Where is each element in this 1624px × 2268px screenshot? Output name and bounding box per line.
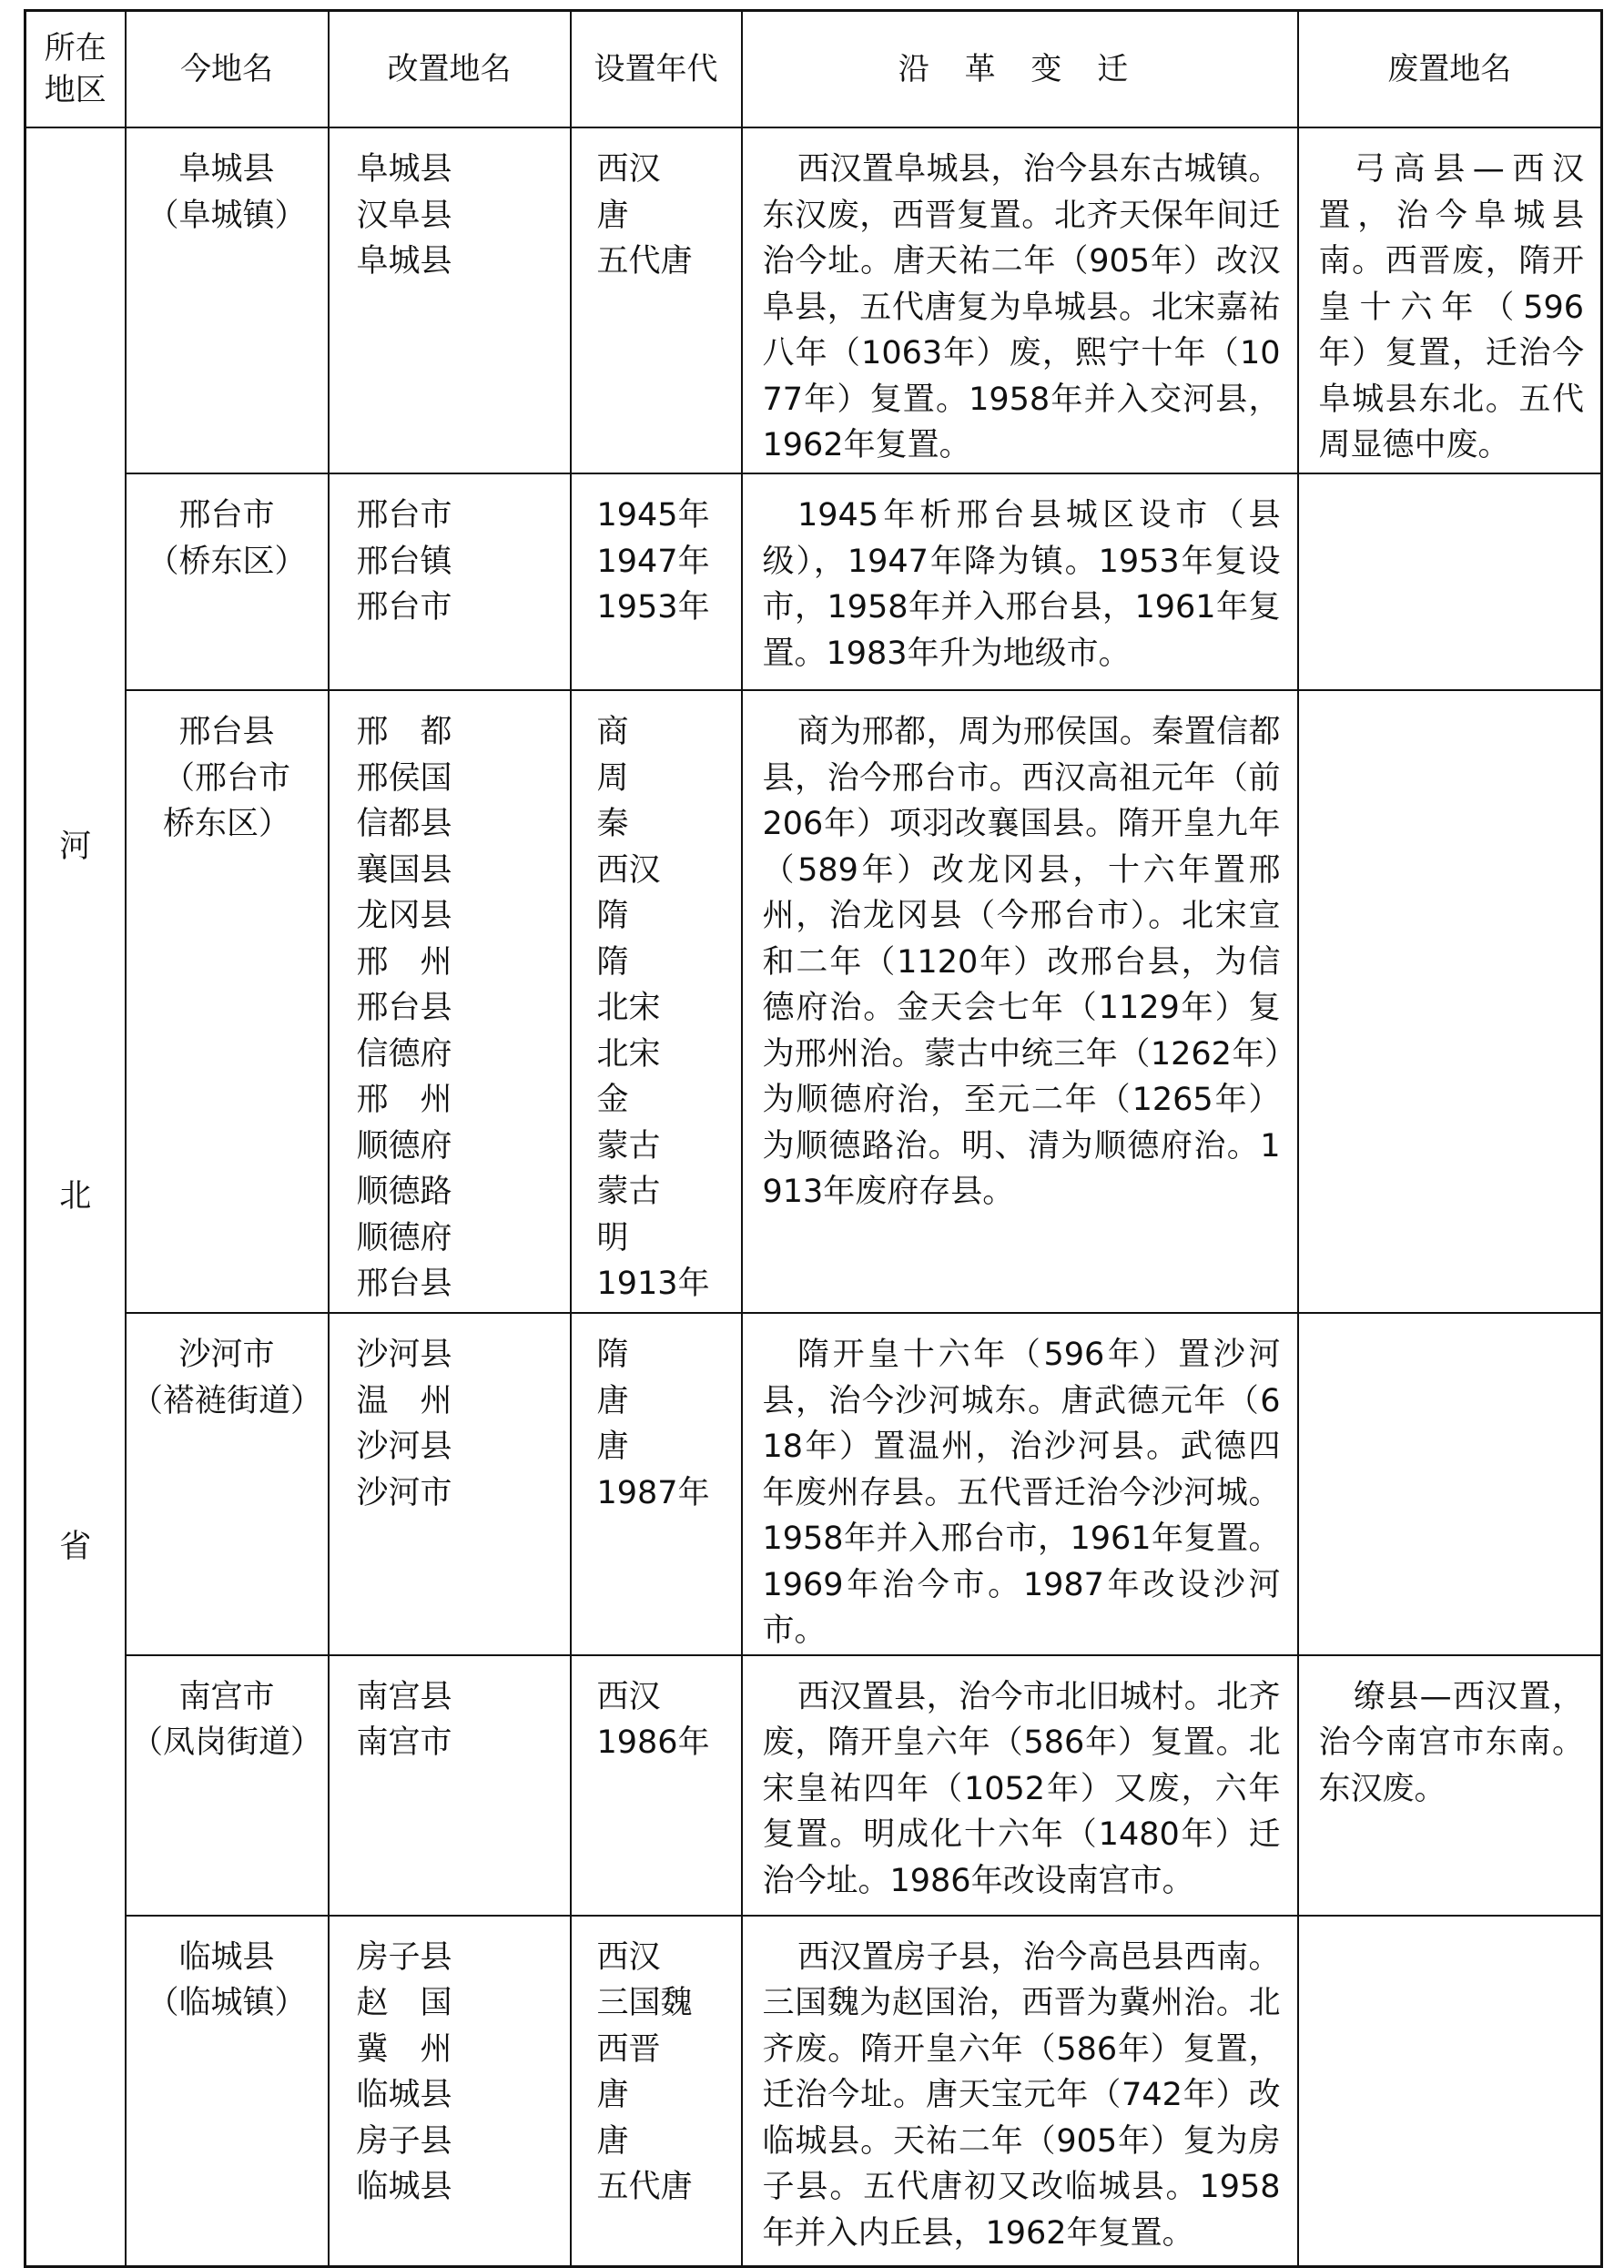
header-renamed: 改置地名 (329, 11, 571, 128)
history-text: 商为邢都，周为邢侯国。秦置信都县，治今邢台市。西汉高祖元年（前206年）项羽改襄国县。隋开皇九年（589年）改龙冈县，十六年置邢州，治龙冈县（今邢台市）。北宋宣和二年（1120年）改邢台县，为信德府治。金天会七年（1129年）复为邢州治。蒙古中统三年（1262年）为顺德府治，至元二年（1265年）为顺德路治。明、清为顺德府治。1913年废府存县。 (762, 714, 1281, 1210)
header-era: 设置年代 (571, 11, 742, 128)
renamed-item: 汉阜县 (356, 197, 452, 234)
renamed-item: 房子县 (356, 1938, 452, 1976)
table-row (25, 473, 1602, 690)
era-item: 金 (596, 1082, 629, 1118)
region-char: 河 (59, 828, 92, 865)
history-text: 1945年析邢台县城区设市（县级），1947年降为镇。1953年复设市，1958年并入邢台县，1961年复置。1983年升为地级市。 (762, 497, 1281, 672)
history-cell (742, 1916, 1298, 2267)
renamed-item: 南宫县 (356, 1678, 452, 1715)
renamed-item: 临城县 (356, 2077, 452, 2113)
era-item: 西汉 (596, 151, 661, 188)
history-cell (742, 127, 1298, 473)
place-name: 阜城县 (178, 151, 275, 188)
renamed-cell (329, 1655, 571, 1916)
renamed-item: 邢 都 (356, 714, 452, 750)
abolished-text: 弓高县—西汉置，治今阜城县南。西晋废，隋开皇十六年（596年）复置，迁治今阜城县东北。五代周显德中废。 (1318, 151, 1584, 463)
renamed-cell (329, 473, 571, 690)
history-text: 西汉置房子县，治今高邑县西南。三国魏为赵国治，西晋为冀州治。北齐废。隋开皇六年（586年）复置，迁治今址。唐天宝元年（742年）改临城县。天祐二年（905年）复为房子县。五代唐初又改临城县。1958年并入内丘县，1962年复置。 (762, 1938, 1281, 2252)
header-region (25, 11, 126, 128)
place-name: 南宫市 (178, 1678, 275, 1715)
current-name-cell (126, 690, 329, 1313)
era-item: 1913年 (596, 1266, 710, 1302)
renamed-item: 沙河县 (356, 1429, 452, 1465)
renamed-cell (329, 1916, 571, 2267)
era-item: 唐 (596, 1429, 629, 1465)
renamed-item: 龙冈县 (356, 898, 452, 934)
era-cell (571, 690, 742, 1313)
place-seat: （凤岗街道） (130, 1724, 322, 1761)
era-item: 周 (596, 759, 629, 797)
era-item: 五代唐 (596, 2169, 693, 2205)
region-char: 省 (59, 1529, 92, 1565)
era-cell (571, 1916, 742, 2267)
era-item: 唐 (596, 2077, 629, 2113)
renamed-cell (329, 127, 571, 473)
header-current-name: 今地名 (126, 11, 329, 128)
era-cell (571, 127, 742, 473)
era-item: 1953年 (596, 589, 710, 625)
abolished-text: 缭县—西汉置，治今南宫市东南。东汉废。 (1318, 1678, 1584, 1807)
history-cell (742, 1313, 1298, 1655)
place-name: 邢台市 (178, 497, 275, 534)
era-cell (571, 1313, 742, 1655)
table-row (25, 690, 1602, 1313)
era-item: 明 (596, 1219, 629, 1256)
renamed-item: 邢台市 (356, 589, 452, 625)
era-item: 隋 (596, 898, 629, 934)
renamed-item: 沙河市 (356, 1474, 452, 1511)
place-seat: （桥东区） (147, 543, 307, 580)
era-item: 唐 (596, 2122, 629, 2160)
era-item: 北宋 (596, 990, 661, 1026)
place-seat: （邢台市 (162, 759, 290, 797)
renamed-item: 邢侯国 (356, 759, 452, 797)
era-item: 唐 (596, 197, 629, 234)
era-item: 西汉 (596, 1938, 661, 1976)
era-item: 西汉 (596, 1678, 661, 1715)
abolished-cell (1298, 473, 1602, 690)
renamed-item: 温 州 (356, 1382, 452, 1419)
era-item: 隋 (596, 943, 629, 981)
era-item: 蒙古 (596, 1127, 661, 1165)
renamed-item: 邢 州 (356, 1082, 452, 1118)
place-seat-line2: 桥东区） (162, 806, 290, 842)
region-char: 北 (59, 1178, 92, 1215)
era-cell (571, 1655, 742, 1916)
renamed-item: 房子县 (356, 2122, 452, 2160)
era-item: 唐 (596, 1382, 629, 1419)
renamed-item: 阜城县 (356, 151, 452, 188)
abolished-cell (1298, 690, 1602, 1313)
era-item: 1986年 (596, 1724, 710, 1761)
header-row (25, 11, 1602, 128)
history-cell (742, 1655, 1298, 1916)
era-item: 1987年 (596, 1474, 710, 1511)
current-name-cell (126, 473, 329, 690)
renamed-item: 南宫市 (356, 1724, 452, 1761)
era-item: 1947年 (596, 543, 710, 580)
renamed-item: 顺德路 (356, 1174, 452, 1210)
era-item: 西汉 (596, 851, 661, 889)
abolished-cell (1298, 1916, 1602, 2267)
current-name-cell (126, 1655, 329, 1916)
region-label (26, 824, 125, 1571)
era-item: 隋 (596, 1337, 629, 1373)
era-item: 西晋 (596, 2030, 661, 2068)
renamed-item: 临城县 (356, 2169, 452, 2205)
place-seat: （阜城镇） (147, 197, 307, 234)
renamed-item: 襄国县 (356, 851, 452, 889)
page (24, 9, 1600, 2268)
header-abolished: 废置地名 (1298, 11, 1602, 128)
era-item: 蒙古 (596, 1174, 661, 1210)
place-seat: （临城镇） (147, 1985, 307, 2021)
place-name: 沙河市 (178, 1337, 275, 1373)
place-seat: （褡裢街道） (130, 1382, 322, 1419)
table-row (25, 1655, 1602, 1916)
era-item: 秦 (596, 806, 629, 842)
renamed-item: 信都县 (356, 806, 452, 842)
gazetteer-table (24, 9, 1603, 2268)
region-cell (25, 127, 126, 2267)
place-name: 临城县 (178, 1938, 275, 1976)
header-region-text: 所在地区 (44, 30, 107, 108)
renamed-item: 邢台县 (356, 990, 452, 1026)
current-name-cell (126, 127, 329, 473)
header-history: 沿 革 变 迁 (742, 11, 1298, 128)
current-name-cell (126, 1313, 329, 1655)
renamed-item: 顺德府 (356, 1127, 452, 1165)
renamed-item: 赵 国 (356, 1985, 452, 2021)
history-text: 西汉置县，治今市北旧城村。北齐废，隋开皇六年（586年）复置。北宋皇祐四年（1052年）又废，六年复置。明成化十六年（1480年）迁治今址。1986年改设南宫市。 (762, 1678, 1281, 1899)
table-row (25, 1313, 1602, 1655)
history-text: 隋开皇十六年（596年）置沙河县，治今沙河城东。唐武德元年（618年）置温州，治沙河县。武德四年废州存县。五代晋迁治今沙河城。1958年并入邢台市，1961年复置。1969年治今市。1987年改设沙河市。 (762, 1337, 1281, 1649)
era-item: 五代唐 (596, 243, 693, 280)
table-row (25, 1916, 1602, 2267)
era-item: 三国魏 (596, 1985, 693, 2021)
history-text: 西汉置阜城县，治今县东古城镇。东汉废，西晋复置。北齐天保年间迁治今址。唐天祐二年（905年）改汉阜县，五代唐复为阜城县。北宋嘉祐八年（1063年）废，熙宁十年（1077年）复置。1958年并入交河县，1962年复置。 (762, 151, 1281, 463)
abolished-cell (1298, 127, 1602, 473)
renamed-item: 邢 州 (356, 943, 452, 981)
era-cell (571, 473, 742, 690)
era-item: 1945年 (596, 497, 710, 534)
current-name-cell (126, 1916, 329, 2267)
renamed-item: 顺德府 (356, 1219, 452, 1256)
table-row (25, 127, 1602, 473)
renamed-item: 邢台镇 (356, 543, 452, 580)
renamed-cell (329, 1313, 571, 1655)
renamed-item: 邢台县 (356, 1266, 452, 1302)
era-item: 商 (596, 714, 629, 750)
abolished-cell (1298, 1655, 1602, 1916)
era-item: 北宋 (596, 1035, 661, 1073)
abolished-cell (1298, 1313, 1602, 1655)
history-cell (742, 690, 1298, 1313)
renamed-item: 信德府 (356, 1035, 452, 1073)
renamed-item: 沙河县 (356, 1337, 452, 1373)
place-name: 邢台县 (178, 714, 275, 750)
renamed-cell (329, 690, 571, 1313)
history-cell (742, 473, 1298, 690)
renamed-item: 邢台市 (356, 497, 452, 534)
renamed-item: 冀 州 (356, 2030, 452, 2068)
renamed-item: 阜城县 (356, 243, 452, 280)
